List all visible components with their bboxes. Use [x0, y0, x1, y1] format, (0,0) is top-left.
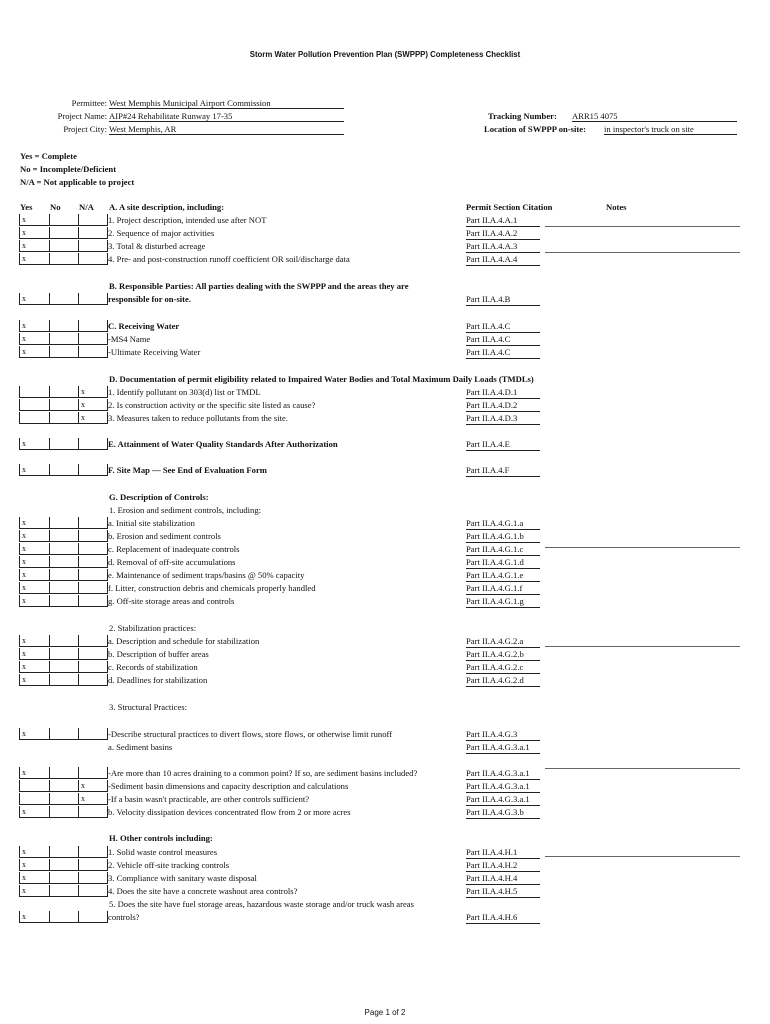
checklist-row [0, 253, 770, 266]
item-label: b. Erosion and sediment controls [108, 531, 221, 541]
no-cell[interactable] [49, 517, 78, 529]
yes-cell[interactable]: x [19, 293, 49, 305]
checklist-row [0, 661, 770, 674]
na-cell[interactable] [78, 464, 108, 476]
item-label: g. Off-site storage areas and controls [108, 596, 235, 606]
item-label: 5. Does the site have fuel storage areas, hazardous waste storage and/or truck wash areas [109, 899, 414, 909]
item-label: c. Records of stabilization [108, 662, 198, 672]
checklist-row [0, 859, 770, 872]
na-cell[interactable] [78, 214, 108, 226]
na-cell[interactable] [78, 595, 108, 607]
yes-cell[interactable]: x [19, 911, 49, 923]
citation: Part II.A.4.A.1 [466, 214, 540, 227]
no-cell[interactable] [49, 214, 78, 226]
na-cell[interactable] [78, 543, 108, 555]
item-label: -Sediment basin dimensions and capacity description and calculations [108, 781, 349, 791]
section-e-header: E. Attainment of Water Quality Standards After Authorization [108, 439, 338, 449]
yes-cell[interactable]: x [19, 728, 49, 740]
citation: Part II.A.4.D.2 [466, 399, 540, 412]
na-cell[interactable]: x [78, 412, 108, 424]
na-cell[interactable] [78, 582, 108, 594]
na-cell[interactable] [78, 530, 108, 542]
yes-cell[interactable]: x [19, 346, 49, 358]
na-cell[interactable] [78, 911, 108, 923]
no-cell[interactable] [49, 399, 78, 411]
citation: Part II.A.4.F [466, 464, 540, 477]
no-cell[interactable] [49, 635, 78, 647]
yes-cell[interactable]: x [19, 240, 49, 252]
checklist-row [0, 806, 770, 819]
na-cell[interactable] [78, 293, 108, 305]
page-number: Page 1 of 2 [364, 1008, 406, 1017]
citation: Part II.A.4.D.1 [466, 386, 540, 399]
col-citation-header: Permit Section Citation [466, 202, 553, 212]
col-na-header: N/A [79, 202, 94, 212]
section-a-header: A. A site description, including: [109, 202, 225, 212]
checklist-row [0, 293, 770, 306]
no-cell[interactable] [49, 885, 78, 897]
citation: Part II.A.4.H.1 [466, 846, 540, 859]
checklist-row [0, 346, 770, 359]
item-label: -Describe structural practices to divert flows, store flows, or otherwise limit runoff [108, 729, 393, 739]
section-g-header: G. Description of Controls: [109, 492, 209, 502]
citation: Part II.A.4.G.3.a.1 [466, 767, 540, 780]
citation: Part II.A.4.D.3 [466, 412, 540, 425]
citation: Part II.A.4.G.3.b [466, 806, 540, 819]
no-cell[interactable] [49, 412, 78, 424]
item-label: a. Initial site stabilization [108, 518, 195, 528]
na-cell[interactable] [78, 806, 108, 818]
notes-line [545, 252, 740, 253]
yes-cell[interactable]: x [19, 543, 49, 555]
na-cell[interactable] [78, 846, 108, 858]
no-cell[interactable] [49, 253, 78, 265]
item-label: c. Replacement of inadequate controls [108, 544, 240, 554]
yes-cell[interactable]: x [19, 214, 49, 226]
na-cell[interactable] [78, 438, 108, 450]
na-cell[interactable] [78, 320, 108, 332]
item-label: 3. Compliance with sanitary waste disposal [108, 873, 257, 883]
checklist-row [0, 333, 770, 346]
permittee-value: West Memphis Municipal Airport Commission [109, 98, 344, 109]
checklist-row [0, 885, 770, 898]
item-label: controls? [108, 912, 140, 922]
item-label: f. Litter, construction debris and chemicals properly handled [108, 583, 316, 593]
checklist-row [0, 728, 770, 741]
no-cell[interactable] [49, 346, 78, 358]
no-cell[interactable] [49, 780, 78, 792]
checklist-row [0, 517, 770, 530]
item-label: 1. Identify pollutant on 303(d) list or TMDL [108, 387, 261, 397]
checklist-row [0, 412, 770, 425]
col-notes-header: Notes [606, 202, 627, 212]
yes-cell[interactable]: x [19, 227, 49, 239]
item-label: -If a basin wasn't practicable, are other controls sufficient? [108, 794, 310, 804]
checklist-row [0, 399, 770, 412]
item-label: responsible for on-site. [108, 294, 191, 304]
item-label: 2. Vehicle off-site tracking controls [108, 860, 230, 870]
no-cell[interactable] [49, 386, 78, 398]
permittee-label: Permittee: [71, 98, 107, 108]
citation: Part II.A.4.E [466, 438, 540, 451]
item-label: 2. Sequence of major activities [108, 228, 215, 238]
location-value: in inspector's truck on site [604, 124, 737, 135]
notes-line [545, 547, 740, 548]
no-cell[interactable] [49, 438, 78, 450]
na-cell[interactable] [78, 674, 108, 686]
na-cell[interactable]: x [78, 399, 108, 411]
na-cell[interactable] [78, 728, 108, 740]
na-cell[interactable] [78, 767, 108, 779]
checklist-row [0, 793, 770, 806]
checklist-row [0, 530, 770, 543]
no-cell[interactable] [49, 293, 78, 305]
notes-line [545, 856, 740, 857]
yes-cell[interactable]: x [19, 661, 49, 673]
yes-cell[interactable] [19, 399, 49, 411]
project-name-label: Project Name: [57, 111, 107, 121]
section-h-header: H. Other controls including: [109, 833, 213, 843]
item-label: 3. Measures taken to reduce pollutants from the site. [108, 413, 288, 423]
section-g3-header: 3. Structural Practices: [109, 702, 188, 712]
citation: Part II.A.4.G.2.c [466, 661, 540, 674]
citation: Part II.A.4.A.4 [466, 253, 540, 266]
yes-cell[interactable]: x [19, 846, 49, 858]
citation: Part II.A.4.G.2.d [466, 674, 540, 687]
item-label: d. Removal of off-site accumulations [108, 557, 236, 567]
yes-cell[interactable] [19, 412, 49, 424]
tracking-label: Tracking Number: [488, 111, 557, 121]
checklist-row [0, 648, 770, 661]
na-cell[interactable] [78, 346, 108, 358]
citation: Part II.A.4.G.2.b [466, 648, 540, 661]
no-cell[interactable] [49, 793, 78, 805]
citation: Part II.A.4.G.3 [466, 728, 540, 741]
na-cell[interactable] [78, 240, 108, 252]
notes-line [545, 768, 740, 769]
legend-no: No = Incomplete/Deficient [20, 164, 117, 174]
citation: Part II.A.4.H.6 [466, 911, 540, 924]
yes-cell[interactable]: x [19, 333, 49, 345]
yes-cell[interactable] [19, 793, 49, 805]
checklist-row [0, 674, 770, 687]
na-cell[interactable]: x [78, 386, 108, 398]
citation: Part II.A.4.H.5 [466, 885, 540, 898]
legend-na: N/A = Not applicable to project [20, 177, 135, 187]
item-label: -Ultimate Receiving Water [108, 347, 201, 357]
citation: Part II.A.4.C [466, 346, 540, 359]
no-cell[interactable] [49, 543, 78, 555]
citation: Part II.A.4.G.2.a [466, 635, 540, 648]
yes-cell[interactable]: x [19, 582, 49, 594]
col-no-header: No [50, 202, 61, 212]
checklist-row [0, 911, 770, 924]
citation: Part II.A.4.G.1.g [466, 595, 540, 608]
na-cell[interactable] [78, 556, 108, 568]
item-label: 4. Pre- and post-construction runoff coefficient OR soil/discharge data [108, 254, 350, 264]
yes-cell[interactable]: x [19, 464, 49, 476]
section-d-header: D. Documentation of permit eligibility related to Impaired Water Bodies and Total Maximum Daily Loads (TMDLs) [109, 374, 534, 384]
no-cell[interactable] [49, 582, 78, 594]
yes-cell[interactable]: x [19, 648, 49, 660]
item-label: a. Description and schedule for stabilization [108, 636, 260, 646]
yes-cell[interactable]: x [19, 806, 49, 818]
na-cell[interactable] [78, 227, 108, 239]
no-cell[interactable] [49, 320, 78, 332]
citation: Part II.A.4.A.2 [466, 227, 540, 240]
tracking-value: ARR15 4075 [572, 111, 737, 122]
section-g1-header: 1. Erosion and sediment controls, including: [109, 505, 262, 515]
yes-cell[interactable]: x [19, 438, 49, 450]
citation: Part II.A.4.C [466, 333, 540, 346]
checklist-row [0, 595, 770, 608]
na-cell[interactable]: x [78, 780, 108, 792]
item-label: b. Description of buffer areas [108, 649, 209, 659]
checklist-row [0, 556, 770, 569]
citation: Part II.A.4.G.3.a.1 [466, 741, 540, 754]
no-cell[interactable] [49, 333, 78, 345]
no-cell[interactable] [49, 728, 78, 740]
no-cell[interactable] [49, 767, 78, 779]
location-label: Location of SWPPP on-site: [484, 124, 586, 134]
yes-cell[interactable]: x [19, 885, 49, 897]
yes-cell[interactable] [19, 386, 49, 398]
item-label: -MS4 Name [108, 334, 151, 344]
yes-cell[interactable]: x [19, 767, 49, 779]
yes-cell[interactable] [19, 780, 49, 792]
na-cell[interactable] [78, 885, 108, 897]
citation: Part II.A.4.G.3.a.1 [466, 780, 540, 793]
checklist-row [0, 741, 770, 754]
checklist-row [0, 438, 770, 451]
citation: Part II.A.4.B [466, 293, 540, 306]
checklist-row [0, 582, 770, 595]
citation: Part II.A.4.G.1.c [466, 543, 540, 556]
item-label: d. Deadlines for stabilization [108, 675, 208, 685]
citation: Part II.A.4.G.1.b [466, 530, 540, 543]
item-label: e. Maintenance of sediment traps/basins @ 50% capacity [108, 570, 305, 580]
item-label: 2. Is construction activity or the specific site listed as cause? [108, 400, 316, 410]
legend-yes: Yes = Complete [20, 151, 77, 161]
na-cell[interactable] [78, 253, 108, 265]
no-cell[interactable] [49, 846, 78, 858]
na-cell[interactable] [78, 648, 108, 660]
checklist-row [0, 846, 770, 859]
notes-line [545, 646, 740, 647]
no-cell[interactable] [49, 569, 78, 581]
section-b-line1: B. Responsible Parties: All parties dealing with the SWPPP and the areas they are [109, 281, 409, 291]
yes-cell[interactable]: x [19, 859, 49, 871]
project-name-value: AIP#24 Rehabilitate Runway 17-35 [109, 111, 344, 122]
checklist-row [0, 780, 770, 793]
checklist-row [0, 872, 770, 885]
citation: Part II.A.4.G.3.a.1 [466, 793, 540, 806]
no-cell[interactable] [49, 859, 78, 871]
checklist-row [0, 320, 770, 333]
item-label: 4. Does the site have a concrete washout area controls? [108, 886, 298, 896]
no-cell[interactable] [49, 464, 78, 476]
na-cell[interactable] [78, 333, 108, 345]
yes-cell[interactable]: x [19, 674, 49, 686]
project-city-value: West Memphis, AR [109, 124, 344, 135]
no-cell[interactable] [49, 240, 78, 252]
no-cell[interactable] [49, 806, 78, 818]
yes-cell[interactable]: x [19, 872, 49, 884]
citation: Part II.A.4.G.1.d [466, 556, 540, 569]
citation: Part II.A.4.A.3 [466, 240, 540, 253]
no-cell[interactable] [49, 227, 78, 239]
checklist-row [0, 543, 770, 556]
citation: Part II.A.4.C [466, 320, 540, 333]
yes-cell[interactable]: x [19, 253, 49, 265]
yes-cell[interactable]: x [19, 530, 49, 542]
section-f-header: F. Site Map — See End of Evaluation Form [108, 465, 267, 475]
na-cell[interactable] [78, 859, 108, 871]
no-cell[interactable] [49, 530, 78, 542]
na-cell[interactable] [78, 569, 108, 581]
checklist-row [0, 464, 770, 477]
citation: Part II.A.4.G.1.f [466, 582, 540, 595]
citation: Part II.A.4.H.4 [466, 872, 540, 885]
project-city-label: Project City: [63, 124, 107, 134]
col-yes-header: Yes [20, 202, 33, 212]
yes-cell[interactable]: x [19, 517, 49, 529]
no-cell[interactable] [49, 674, 78, 686]
notes-line [545, 226, 740, 227]
yes-cell[interactable]: x [19, 635, 49, 647]
no-cell[interactable] [49, 556, 78, 568]
yes-cell[interactable]: x [19, 569, 49, 581]
na-cell[interactable] [78, 517, 108, 529]
na-cell[interactable] [78, 635, 108, 647]
na-cell[interactable] [78, 661, 108, 673]
item-label: a. Sediment basins [108, 742, 173, 752]
item-label: -Are more than 10 acres draining to a common point? If so, are sediment basins included? [108, 768, 418, 778]
yes-cell[interactable]: x [19, 320, 49, 332]
citation: Part II.A.4.G.1.e [466, 569, 540, 582]
no-cell[interactable] [49, 872, 78, 884]
page-title: Storm Water Pollution Prevention Plan (SWPPP) Completeness Checklist [249, 50, 521, 59]
checklist-row [0, 386, 770, 399]
yes-cell[interactable]: x [19, 556, 49, 568]
na-cell[interactable]: x [78, 793, 108, 805]
citation: Part II.A.4.G.1.a [466, 517, 540, 530]
item-label: 1. Solid waste control measures [108, 847, 218, 857]
no-cell[interactable] [49, 595, 78, 607]
na-cell[interactable] [78, 872, 108, 884]
item-label: b. Velocity dissipation devices concentrated flow from 2 or more acres [108, 807, 351, 817]
no-cell[interactable] [49, 911, 78, 923]
yes-cell[interactable]: x [19, 595, 49, 607]
section-c-header: C. Receiving Water [108, 321, 180, 331]
section-g2-header: 2. Stabilization practices: [109, 623, 197, 633]
item-label: 1. Project description, intended use after NOT [108, 215, 267, 225]
item-label: 3. Total & disturbed acreage [108, 241, 206, 251]
citation: Part II.A.4.H.2 [466, 859, 540, 872]
checklist-row [0, 227, 770, 240]
no-cell[interactable] [49, 648, 78, 660]
no-cell[interactable] [49, 661, 78, 673]
checklist-row [0, 569, 770, 582]
